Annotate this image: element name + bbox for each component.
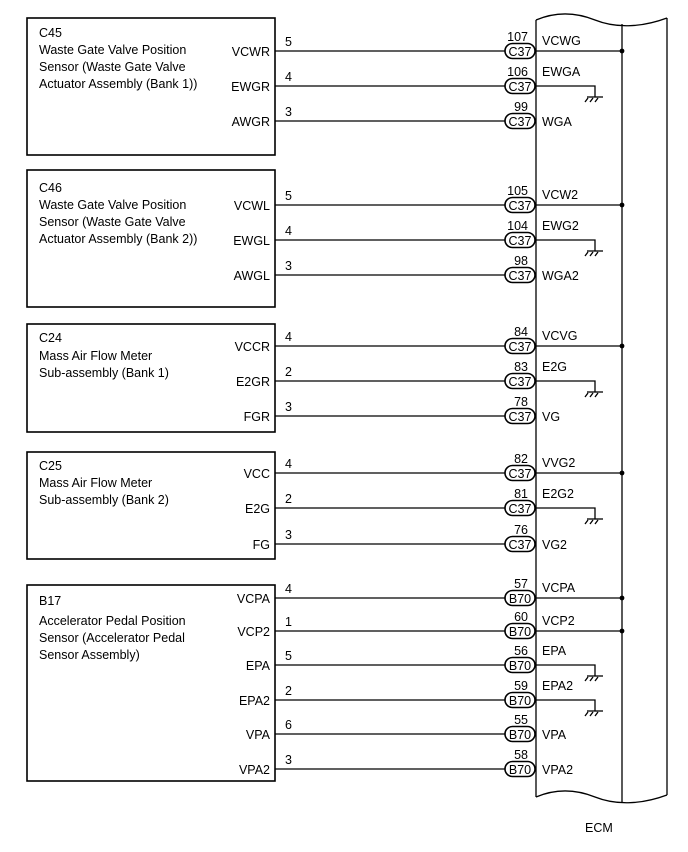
pin-name: VCPA [236,592,270,606]
wire-epa2 [239,679,603,716]
pin-number: 6 [285,718,292,732]
ecm-pin-number: 82 [514,452,528,466]
pin-number: 3 [285,753,292,767]
connector-code: B70 [508,694,532,708]
wire-epa [246,644,603,681]
wire-vg2 [253,523,567,552]
wire-vg [244,395,560,424]
pin-name: AWGR [231,115,270,129]
connector-code: C37 [508,269,532,283]
component-name-line: Waste Gate Valve Position [39,198,187,212]
ground-icon [536,240,603,256]
pin-number: 4 [285,582,292,596]
wire-vvg2 [244,452,625,481]
pin-name: EPA2 [238,694,270,708]
pin-name: AWGL [233,269,270,283]
pin-name: FGR [243,410,270,424]
pin-name: E2GR [235,375,270,389]
wire-e2g2 [245,487,603,524]
ecm-signal-label: EPA [542,644,567,658]
component-c24 [27,324,624,432]
ecm-signal-label: EWGA [542,65,581,79]
wire-vpa [246,713,567,742]
pin-name: VCC [243,467,270,481]
pin-number: 3 [285,105,292,119]
ecm-signal-label: EPA2 [542,679,574,693]
connector-code: B70 [508,659,532,673]
pin-number: 4 [285,70,292,84]
component-name-line: Sensor Assembly) [39,648,140,662]
component-c46 [27,170,624,307]
pin-name: VPA2 [238,763,270,777]
ecm-label: ECM [585,821,613,835]
ecm-signal-label: WGA2 [542,269,579,283]
component-name-line: Sensor (Accelerator Pedal [39,631,185,645]
junction-dot [620,49,625,54]
pin-number: 4 [285,224,292,238]
junction-dot [620,629,625,634]
ground-icon [536,86,603,102]
wire-vcpa [237,577,625,606]
pin-number: 3 [285,259,292,273]
ecm-pin-number: 76 [514,523,528,537]
component-name-line: Waste Gate Valve Position [39,43,187,57]
ecm-pin-number: 57 [514,577,528,591]
component-b17 [27,577,624,781]
ecm-signal-label: VCVG [542,329,578,343]
pin-number: 5 [285,35,292,49]
connector-code: C37 [508,375,532,389]
connector-code: B70 [508,728,532,742]
component-name-line: Actuator Assembly (Bank 1)) [39,77,198,91]
junction-dot [620,596,625,601]
ecm-signal-label: E2G2 [542,487,574,501]
component-name-line: Sensor (Waste Gate Valve [39,60,186,74]
pin-name: EWGL [233,234,270,248]
component-c25 [27,452,624,559]
pin-name: VCWR [231,45,270,59]
wire-ewga [231,65,603,102]
ecm-pin-number: 83 [514,360,528,374]
connector-code: C37 [508,538,532,552]
component-name-line: Sensor (Waste Gate Valve [39,215,186,229]
component-name-line: Actuator Assembly (Bank 2)) [39,232,198,246]
pin-name: VCP2 [237,625,270,639]
ecm-signal-label: WGA [542,115,572,129]
ecm-signal-label: E2G [542,360,568,374]
wire-vcvg [235,325,625,354]
ground-icon [536,381,603,397]
ecm-pin-number: 58 [514,748,528,762]
connector-code: C37 [508,199,532,213]
ecm-signal-label: VG [542,410,561,424]
junction-dot [620,471,625,476]
pin-name: VCCR [234,340,270,354]
wire-wga [232,100,573,129]
ground-icon [536,700,603,716]
pin-number: 5 [285,189,292,203]
ecm-pin-number: 106 [507,65,528,79]
pin-name: VPA [245,728,270,742]
ecm-pin-number: 105 [507,184,528,198]
wire-vcp2 [237,610,624,639]
ecm-pin-number: 99 [514,100,528,114]
junction-dot [620,344,625,349]
connector-code: C37 [508,234,532,248]
ecm-signal-label: VPA [542,728,567,742]
connector-code: C37 [508,410,532,424]
wire-vcw2 [234,184,625,213]
ground-icon [536,508,603,524]
ecm-signal-label: EWG2 [542,219,579,233]
component-code: C45 [39,26,62,40]
ecm-signal-label: VCWG [542,34,581,48]
component-name-line: Sub-assembly (Bank 1) [39,366,169,380]
component-code: C25 [39,459,62,473]
pin-number: 2 [285,365,292,379]
ecm-pin-number: 55 [514,713,528,727]
ecm-pin-number: 104 [507,219,528,233]
pin-number: 3 [285,400,292,414]
pin-name: FG [252,538,270,552]
junction-dot [620,203,625,208]
component-name-line: Accelerator Pedal Position [39,614,186,628]
pin-number: 2 [285,684,292,698]
ecm-signal-label: VCPA [542,581,576,595]
connector-code: C37 [508,115,532,129]
connector-code: C37 [508,467,532,481]
connector-code: C37 [508,340,532,354]
component-c45 [27,18,624,155]
wire-vpa2 [239,748,573,777]
connector-code: C37 [508,502,532,516]
ecm-pin-number: 107 [507,30,528,44]
connector-code: C37 [508,80,532,94]
ecm-pin-number: 81 [514,487,528,501]
pin-number: 5 [285,649,292,663]
component-name-line: Mass Air Flow Meter [39,349,153,363]
component-code: C24 [39,331,62,345]
component-code: C46 [39,181,62,195]
ecm-signal-label: VCP2 [542,614,575,628]
wire-vcwg [232,30,625,59]
ecm-signal-label: VCW2 [542,188,579,202]
ecm-pin-number: 60 [514,610,528,624]
pin-name: E2G [244,502,270,516]
component-name-line: Mass Air Flow Meter [39,476,153,490]
wire-e2g [236,360,603,397]
wire-wga2 [234,254,579,283]
component-name-line: Sub-assembly (Bank 2) [39,493,169,507]
ecm-pin-number: 59 [514,679,528,693]
pin-name: EWGR [231,80,270,94]
connector-code: B70 [508,592,532,606]
pin-name: EPA [245,659,270,673]
component-code: B17 [39,594,62,608]
pin-number: 3 [285,528,292,542]
connector-code: B70 [508,625,532,639]
ecm-signal-label: VPA2 [542,763,574,777]
ecm-pin-number: 78 [514,395,528,409]
pin-number: 2 [285,492,292,506]
connector-code: B70 [508,763,532,777]
ecm-signal-label: VVG2 [542,456,576,470]
pin-number: 4 [285,330,292,344]
ecm-signal-label: VG2 [542,538,568,552]
pin-name: VCWL [233,199,270,213]
ecm-pin-number: 84 [514,325,528,339]
pin-number: 4 [285,457,292,471]
wire-ewg2 [233,219,603,256]
ecm-pin-number: 56 [514,644,528,658]
ecm-pin-number: 98 [514,254,528,268]
connector-code: C37 [508,45,532,59]
pin-number: 1 [285,615,292,629]
